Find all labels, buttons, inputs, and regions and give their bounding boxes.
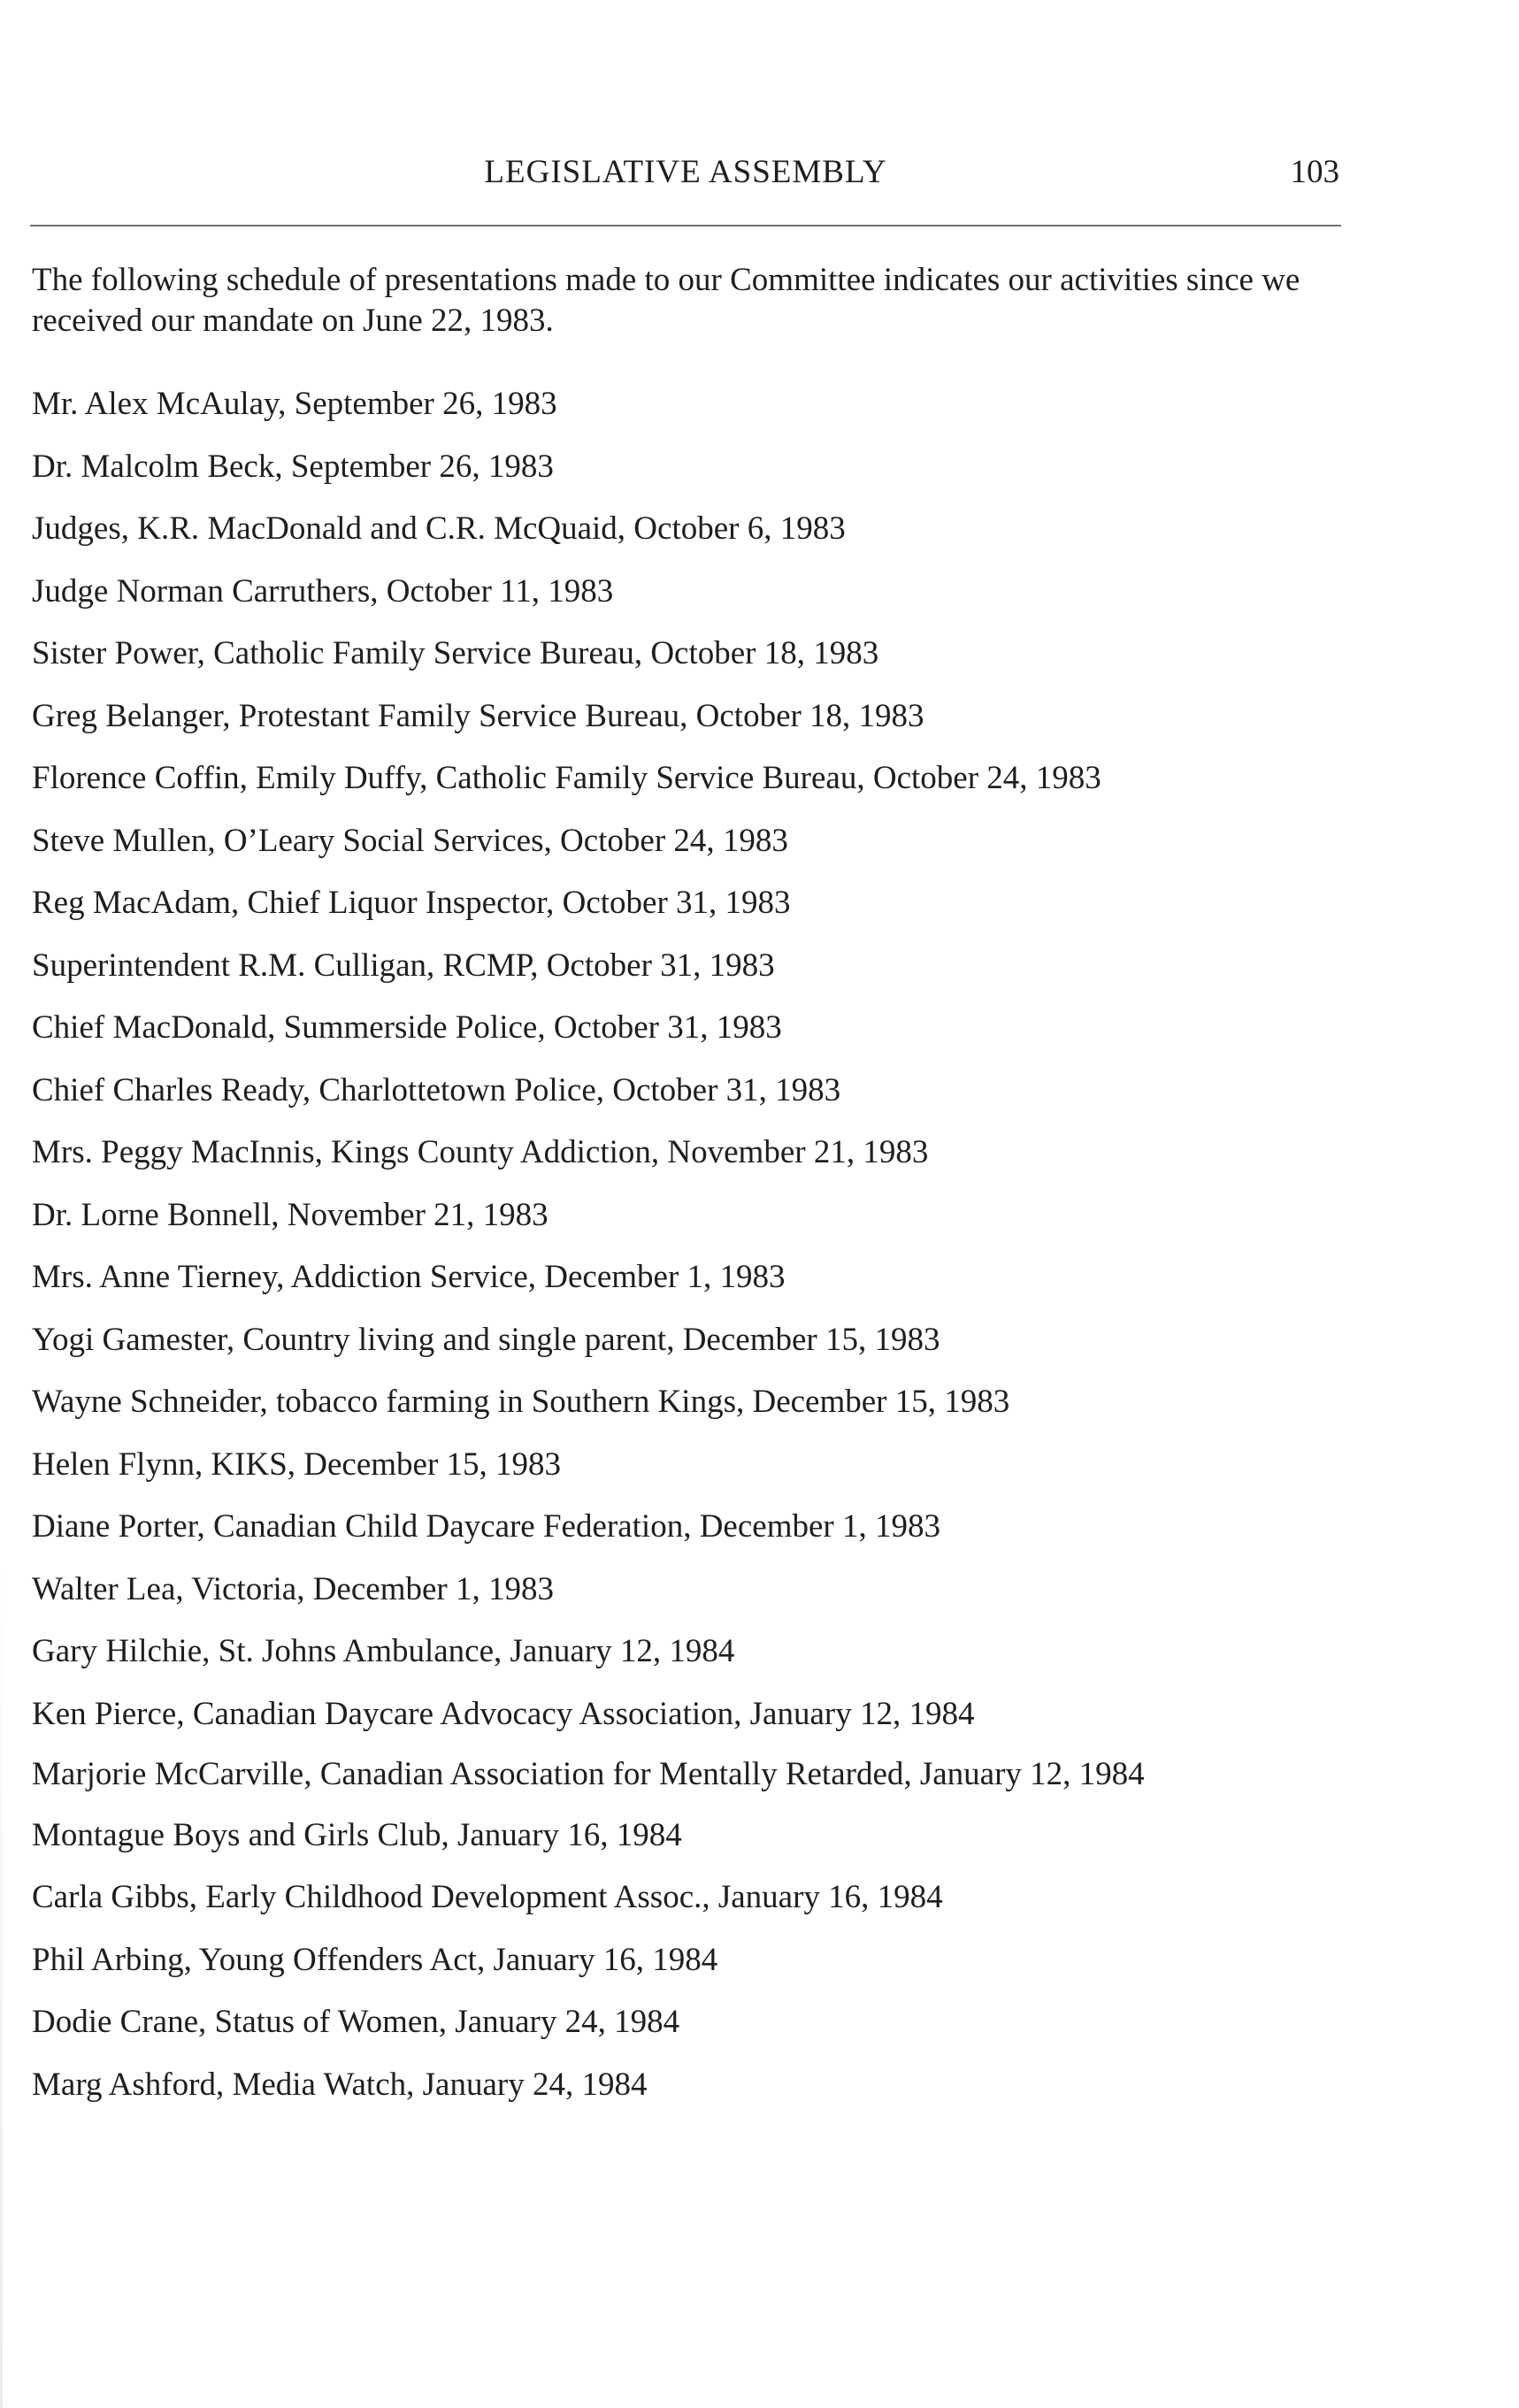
presentation-entry: Diane Porter, Canadian Child Daycare Federation, December 1, 1983 <box>32 1508 940 1545</box>
presentation-entry: Greg Belanger, Protestant Family Service Bureau, October 18, 1983 <box>32 697 924 734</box>
presentation-entry: Phil Arbing, Young Offenders Act, January 16, 1984 <box>32 1941 718 1978</box>
presentation-entry: Carla Gibbs, Early Childhood Development Assoc., January 16, 1984 <box>32 1879 943 1915</box>
presentation-entry: Yogi Gamester, Country living and single parent, December 15, 1983 <box>32 1321 940 1358</box>
scan-edge-shadow <box>0 1548 3 2408</box>
presentation-entry: Montague Boys and Girls Club, January 16, 1984 <box>32 1816 682 1853</box>
presentation-entry: Dr. Malcolm Beck, September 26, 1983 <box>32 448 554 485</box>
presentation-entry: Helen Flynn, KIKS, December 15, 1983 <box>32 1446 562 1483</box>
presentation-entry: Chief MacDonald, Summerside Police, October 31, 1983 <box>32 1009 782 1046</box>
presentation-entry: Mrs. Anne Tierney, Addiction Service, December 1, 1983 <box>32 1259 786 1295</box>
presentation-entry: Dodie Crane, Status of Women, January 24, 1984 <box>32 2004 680 2040</box>
presentation-schedule-list <box>32 384 1350 2127</box>
presentation-entry: Reg MacAdam, Chief Liquor Inspector, October 31, 1983 <box>32 885 791 921</box>
presentation-entry: Ken Pierce, Canadian Daycare Advocacy Association, January 12, 1984 <box>32 1695 975 1732</box>
presentation-entry: Mrs. Peggy MacInnis, Kings County Addiction, November 21, 1983 <box>32 1134 929 1170</box>
presentation-entry: Gary Hilchie, St. Johns Ambulance, January 12, 1984 <box>32 1633 735 1669</box>
presentation-entry: Chief Charles Ready, Charlottetown Police, October 31, 1983 <box>32 1071 841 1108</box>
presentation-entry: Mr. Alex McAulay, September 26, 1983 <box>32 386 557 422</box>
presentation-entry: Sister Power, Catholic Family Service Bureau, October 18, 1983 <box>32 635 879 671</box>
presentation-entry: Judge Norman Carruthers, October 11, 1983 <box>32 572 614 610</box>
presentation-entry: Florence Coffin, Emily Duffy, Catholic Family Service Bureau, October 24, 1983 <box>32 760 1101 796</box>
presentation-entry: Steve Mullen, O’Leary Social Services, October 24, 1983 <box>32 822 788 859</box>
presentation-entry: Marg Ashford, Media Watch, January 24, 1984 <box>32 2066 648 2103</box>
presentation-entry: Walter Lea, Victoria, December 1, 1983 <box>32 1570 554 1607</box>
running-header <box>32 150 1339 203</box>
presentation-entry: Judges, K.R. MacDonald and C.R. McQuaid, October 6, 1983 <box>32 510 846 547</box>
intro-paragraph: The following schedule of presentations made to our Committee indicates our activities since we received our mandate on June 22, 1983. <box>32 262 1300 339</box>
page-number: 103 <box>1290 154 1339 190</box>
presentation-entry: Dr. Lorne Bonnell, November 21, 1983 <box>32 1196 549 1233</box>
header-divider <box>30 225 1341 226</box>
running-title: LEGISLATIVE ASSEMBLY <box>484 154 887 190</box>
presentation-entry: Wayne Schneider, tobacco farming in Southern Kings, December 15, 1983 <box>32 1384 1010 1420</box>
presentation-entry: Marjorie McCarville, Canadian Association for Mentally Retarded, January 12, 1984 <box>32 1756 1145 1792</box>
presentation-entry: Superintendent R.M. Culligan, RCMP, October 31, 1983 <box>32 947 775 984</box>
